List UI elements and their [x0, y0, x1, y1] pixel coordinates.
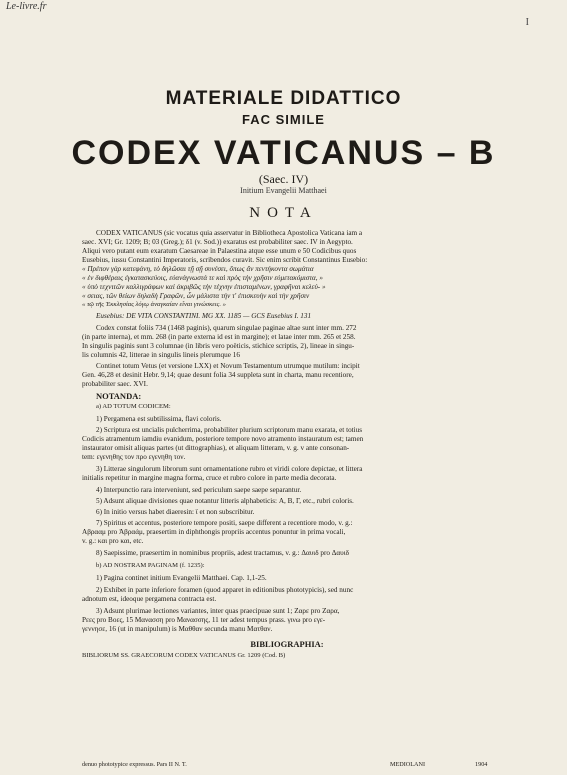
text-line: 2) Scriptura est uncialis pulcherrima, probabiliter plurium scriptorum manu exarata, et totius: [96, 426, 363, 434]
text-line: a) AD TOTUM CODICEM:: [96, 403, 171, 410]
text-line: Eusebius, iussu Constantini Imperatoris, scribendos curavit. Sic enim scribit Constantinus Eusebio:: [82, 256, 368, 264]
text-line: 1) Pagina continet initium Evangelii Matthaei. Cap. 1,1-25.: [96, 574, 267, 582]
header-fac-simile: FAC SIMILE: [242, 112, 325, 127]
text-line: 5) Adsunt aliquae divisiones quae notantur litteris alphabeticis: Α, Β, Γ, etc., rubri coloris.: [96, 497, 354, 505]
text-line: Eusebius: DE VITA CONSTANTINI. MG XX. 1185 — GCS Eusebius I. 131: [96, 312, 312, 320]
text-line: 1) Pergamena est subtilissima, flavi coloris.: [96, 415, 222, 423]
text-line: BIBLIORUM SS. GRAECORUM CODEX VATICANUS Gr. 1209 (Cod. B): [82, 652, 286, 659]
text-line: Codex constat foliis 734 (1468 paginis), quarum singulae paginae altae sunt inter mm. 272: [96, 324, 357, 332]
text-line: BIBLIOGRAPHIA:: [250, 640, 324, 649]
text-line: probabiliter saec. XVI.: [82, 380, 148, 388]
text-line: γεννησε, 16 (ut in manipulum) is Μαθθαν secunda manu Ματθαν.: [82, 625, 273, 633]
text-line: Ρεες pro Βοες, 15 Μανασση pro Μανασσης, 11 ter adest tempus prass. γινω pro εγε-: [82, 616, 326, 624]
text-line: (in parte interna), et mm. 268 (in parte externa id est in margine); et latae inter mm. 265 et 258.: [82, 333, 356, 341]
document-title: CODEX VATICANUS – B: [71, 134, 496, 172]
text-line: 7) Spiritus et accentus, posteriore tempore positi, saepe different a recentiore modo, v. g.:: [96, 519, 353, 527]
text-line: « ὑπὸ τεχνιτῶν καλλιγράφων καὶ ἀκριβῶς τὴν τέχνην ἐπισταμένων, γραφῆναι κελεύ- »: [82, 283, 326, 291]
footer-left: denuo phototypice expressus. Pars II N. T.: [82, 761, 187, 768]
text-line: Gen. 46,28 et desinit Hebr. 9,14; quae desunt folia 34 suppleta sunt in charta, manu recentiore,: [82, 371, 354, 379]
text-line: initialis repetitur in margine magna forma, cruce et rubro colore in parte media decorata.: [82, 474, 337, 482]
nota-heading: NOTA: [249, 205, 318, 221]
incipit-label: Initium Evangelii Matthaei: [240, 186, 327, 195]
text-line: Continet totum Vetus (et versione LXX) et Novum Testamentum utrumque mutilum: incipit: [96, 362, 360, 370]
footer-center: MEDIOLANI: [390, 761, 426, 768]
text-line: 4) Interpunctio rara interveniunt, sed periculum saepe saepe separantur.: [96, 486, 302, 494]
text-line: 3) Litterae singulorum librorum sunt ornamentatione rubro et viridi colore depictae, et littera: [96, 465, 363, 473]
header-materiale: MATERIALE DIDATTICO: [165, 88, 402, 109]
text-line: Codicis atramentum iamdiu evanidum, posteriore tempore novo atramento instauratum est; tamen: [82, 435, 364, 443]
saeculum-label: (Saec. IV): [258, 172, 309, 186]
text-line: In singulis paginis sunt 3 columnae (in libris vero poëticis, stichice scriptis, 2), lineae in singu-: [82, 342, 355, 350]
text-line: « Πρέπον γὰρ κατεφάνη, τὸ δηλῶσαι τῇ σῇ συνέσει, ὅπως ἂν πεντήκοντα σωμάτια: [82, 265, 314, 273]
site-logo: Le-livre.fr: [6, 1, 47, 12]
text-line: 8) Saepissime, praesertim in nominibus propriis, adest tractamus, v. g.: Δαυιδ pro Δαυιδ: [96, 549, 350, 557]
text-line: v. g.: και pro και, etc.: [82, 537, 144, 545]
text-line: « σειας, τῶν θείων δηλαδὴ Γραφῶν, ὧν μάλιστα τήν τ' ἐπισκευὴν καὶ τὴν χρῆσιν: [82, 292, 310, 300]
text-line: tem: εγενηθης τον προ εγενηθη τον.: [82, 453, 186, 461]
text-line: saec. XVI; Gr. 1209; B; 03 (Greg.); δ1 (v. Sod.)) exaratus est probabiliter saec. IV in Aegypto.: [82, 238, 353, 246]
text-line: adnotum est, ideoque pergamena contracta est.: [82, 595, 217, 603]
text-line: NOTANDA:: [96, 392, 142, 401]
text-line: 2) Exhibet in parte inferiore foramen (quod apparet in editionibus phototypicis), sed nunc: [96, 586, 354, 594]
text-line: Aliqui vero putant eum exaratum Caesareae in Palaestina atque esse unum e 50 Codicibus quos: [82, 247, 357, 255]
text-line: « ἐν διφθέραις ἐγκατασκεύοις, εὐανάγνωστά τε καὶ πρὸς τὴν χρῆσιν εὐμετακόμιστα, »: [82, 274, 323, 282]
text-line: b) AD NOSTRAM PAGINAM (f. 1235):: [96, 562, 205, 569]
footer-right: 1904: [475, 761, 488, 768]
text-line: CODEX VATICANUS (sic vocatus quia asservatur in Bibliotheca Apostolica Vaticana iam a: [96, 229, 363, 237]
text-line: 3) Adsunt plurimae lectiones variantes, inter quas praecipuae sunt 1; Ζαρε pro Ζαρα,: [96, 607, 340, 615]
text-line: « τῷ τῆς Ἐκκλησίας λόγῳ ἀναγκαίαν εἶναι γινώσκεις. »: [82, 301, 226, 308]
text-line: lis columnis 42, litterae in singulis lineis plerumque 16: [82, 351, 240, 359]
text-line: instaurator omisit aliquas partes (ut dittographias), et aliquam litteram, v. g. v ante consonan-: [82, 444, 350, 452]
text-line: 6) In initio versus habet diaeresin: ϊ et non subscribitur.: [96, 508, 255, 516]
corner-mark: I: [525, 17, 529, 28]
text-line: Αβρααμ pro Ἀβραάμ, praesertim in diphthongis propriis accentus ponuntur in prima vocali,: [82, 528, 346, 536]
